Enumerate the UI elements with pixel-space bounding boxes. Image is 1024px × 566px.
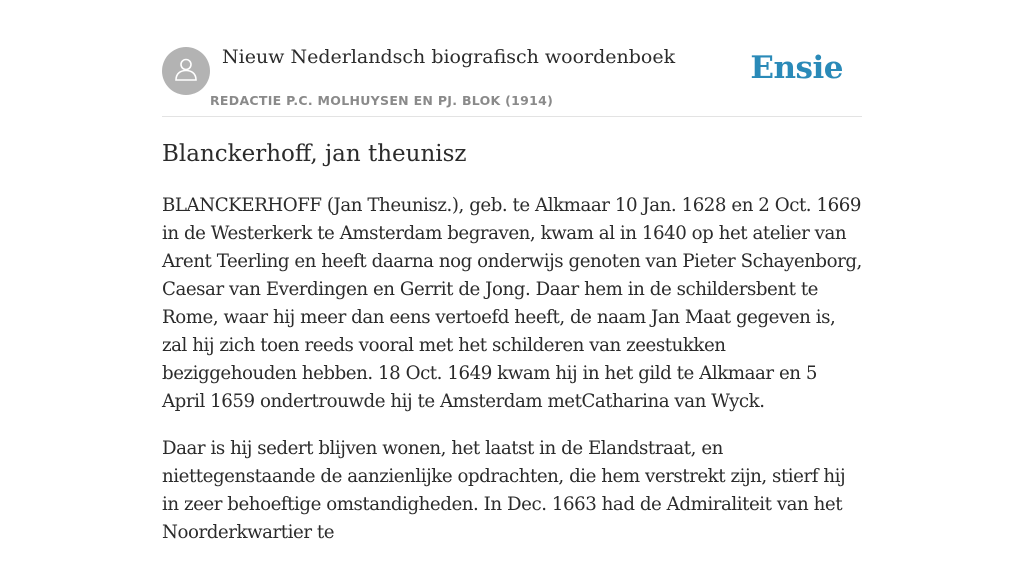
page-container (162, 0, 862, 543)
ensie-logo[interactable]: Ensie (750, 50, 843, 86)
author-avatar[interactable] (162, 47, 210, 95)
book-header (162, 0, 862, 117)
book-title[interactable]: Nieuw Nederlandsch biografisch woordenboek (222, 46, 676, 68)
entry-title: Blanckerhoff, jan theunisz (162, 141, 467, 167)
entry-paragraph: BLANCKERHOFF (Jan Theunisz.), geb. te Alkmaar 10 Jan. 1628 en 2 Oct. 1669 in de Westerkerk te Amsterdam begraven, kwam al in 1640 op het atelier van Arent Teerling en heeft daarna nog onderwijs genoten van Pieter Schayenborg, Caesar van Everdingen en Gerrit de Jong. Daar hem in de schildersbent te Rome, waar hij meer dan eens vertoefd heeft, de naam Jan Maat gegeven is, zal hij zich toen reeds vooral met het schilderen van zeestukken beziggehouden hebben. 18 Oct. 1649 kwam hij in het gild te Alkmaar en 5 April 1659 ondertrouwde hij te Amsterdam metCatharina van Wyck. (162, 195, 862, 412)
user-silhouette-icon (173, 56, 199, 86)
entry-paragraph: Daar is hij sedert blijven wonen, het laatst in de Elandstraat, en niettegenstaande de aanzienlijke opdrachten, die hem verstrekt zijn, stierf hij in zeer behoeftige omstandigheden. In Dec. 1663 had de Admiraliteit van het Noorderkwartier te (162, 438, 846, 543)
book-editor: REDACTIE P.C. MOLHUYSEN EN PJ. BLOK (1914) (210, 93, 554, 108)
entry-body (162, 192, 862, 566)
